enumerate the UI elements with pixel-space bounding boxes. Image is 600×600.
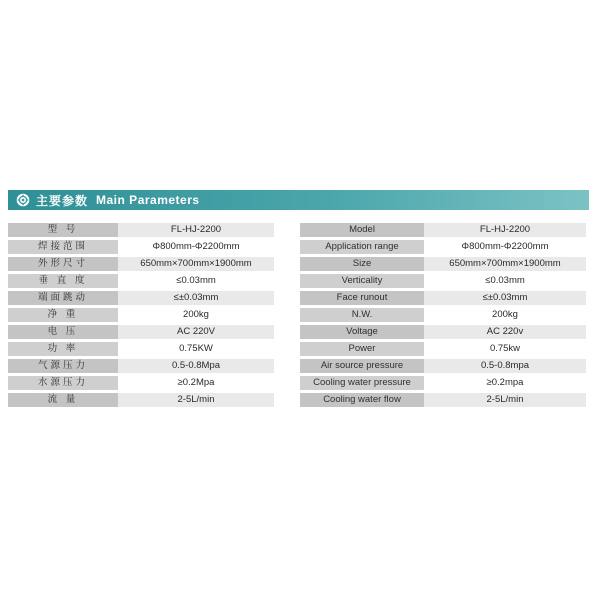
- param-value: 2-5L/min: [118, 393, 274, 407]
- param-label: 型 号: [8, 223, 118, 237]
- table-row: [8, 325, 274, 339]
- param-value: 650mm×700mm×1900mm: [424, 257, 586, 271]
- param-value: 0.5-0.8mpa: [424, 359, 586, 373]
- table-row: [300, 291, 586, 305]
- param-value: ≤±0.03mm: [424, 291, 586, 305]
- param-value: Φ800mm-Φ2200mm: [118, 240, 274, 254]
- param-value: AC 220V: [118, 325, 274, 339]
- param-value: ≥0.2mpa: [424, 376, 586, 390]
- param-label: Air source pressure: [300, 359, 424, 373]
- param-label: Cooling water flow: [300, 393, 424, 407]
- param-label: Cooling water pressure: [300, 376, 424, 390]
- param-label: 外形尺寸: [8, 257, 118, 271]
- param-label: Application range: [300, 240, 424, 254]
- param-value: 200kg: [118, 308, 274, 322]
- param-label: 电 压: [8, 325, 118, 339]
- param-value: ≤0.03mm: [118, 274, 274, 288]
- param-value: ≤±0.03mm: [118, 291, 274, 305]
- table-row: [300, 257, 586, 271]
- param-label: Power: [300, 342, 424, 356]
- table-row: [8, 257, 274, 271]
- table-row: [300, 342, 586, 356]
- param-value: ≥0.2Mpa: [118, 376, 274, 390]
- table-row: [8, 376, 274, 390]
- table-row: [300, 223, 586, 237]
- table-row: [300, 240, 586, 254]
- param-label: Voltage: [300, 325, 424, 339]
- param-label: 流 量: [8, 393, 118, 407]
- params-table-cn: [8, 220, 274, 410]
- table-row: [300, 393, 586, 407]
- table-row: [300, 325, 586, 339]
- param-label: Verticality: [300, 274, 424, 288]
- table-row: [8, 223, 274, 237]
- section-header: [8, 190, 589, 210]
- param-value: FL-HJ-2200: [118, 223, 274, 237]
- param-label: 水源压力: [8, 376, 118, 390]
- table-row: [8, 342, 274, 356]
- table-row: [8, 308, 274, 322]
- table-row: [300, 308, 586, 322]
- param-label: 功 率: [8, 342, 118, 356]
- table-row: [8, 274, 274, 288]
- param-label: 气源压力: [8, 359, 118, 373]
- table-row: [8, 291, 274, 305]
- param-value: FL-HJ-2200: [424, 223, 586, 237]
- param-value: Φ800mm-Φ2200mm: [424, 240, 586, 254]
- table-row: [8, 359, 274, 373]
- param-value: 0.5-0.8Mpa: [118, 359, 274, 373]
- table-row: [300, 359, 586, 373]
- param-label: N.W.: [300, 308, 424, 322]
- table-row: [300, 274, 586, 288]
- param-label: 端面跳动: [8, 291, 118, 305]
- table-row: [8, 240, 274, 254]
- section-title-en: Main Parameters: [96, 193, 200, 207]
- param-label: 焊接范围: [8, 240, 118, 254]
- section-title-cn: 主要参数: [36, 193, 89, 208]
- gear-icon: [16, 193, 30, 207]
- param-label: 净 重: [8, 308, 118, 322]
- table-row: [300, 376, 586, 390]
- param-label: Model: [300, 223, 424, 237]
- param-value: 650mm×700mm×1900mm: [118, 257, 274, 271]
- table-row: [8, 393, 274, 407]
- param-value: 2-5L/min: [424, 393, 586, 407]
- param-value: 0.75kw: [424, 342, 586, 356]
- param-value: 0.75KW: [118, 342, 274, 356]
- param-label: Face runout: [300, 291, 424, 305]
- param-value: 200kg: [424, 308, 586, 322]
- param-label: Size: [300, 257, 424, 271]
- param-value: AC 220v: [424, 325, 586, 339]
- param-value: ≤0.03mm: [424, 274, 586, 288]
- param-label: 垂 直 度: [8, 274, 118, 288]
- params-table-en: [300, 220, 586, 410]
